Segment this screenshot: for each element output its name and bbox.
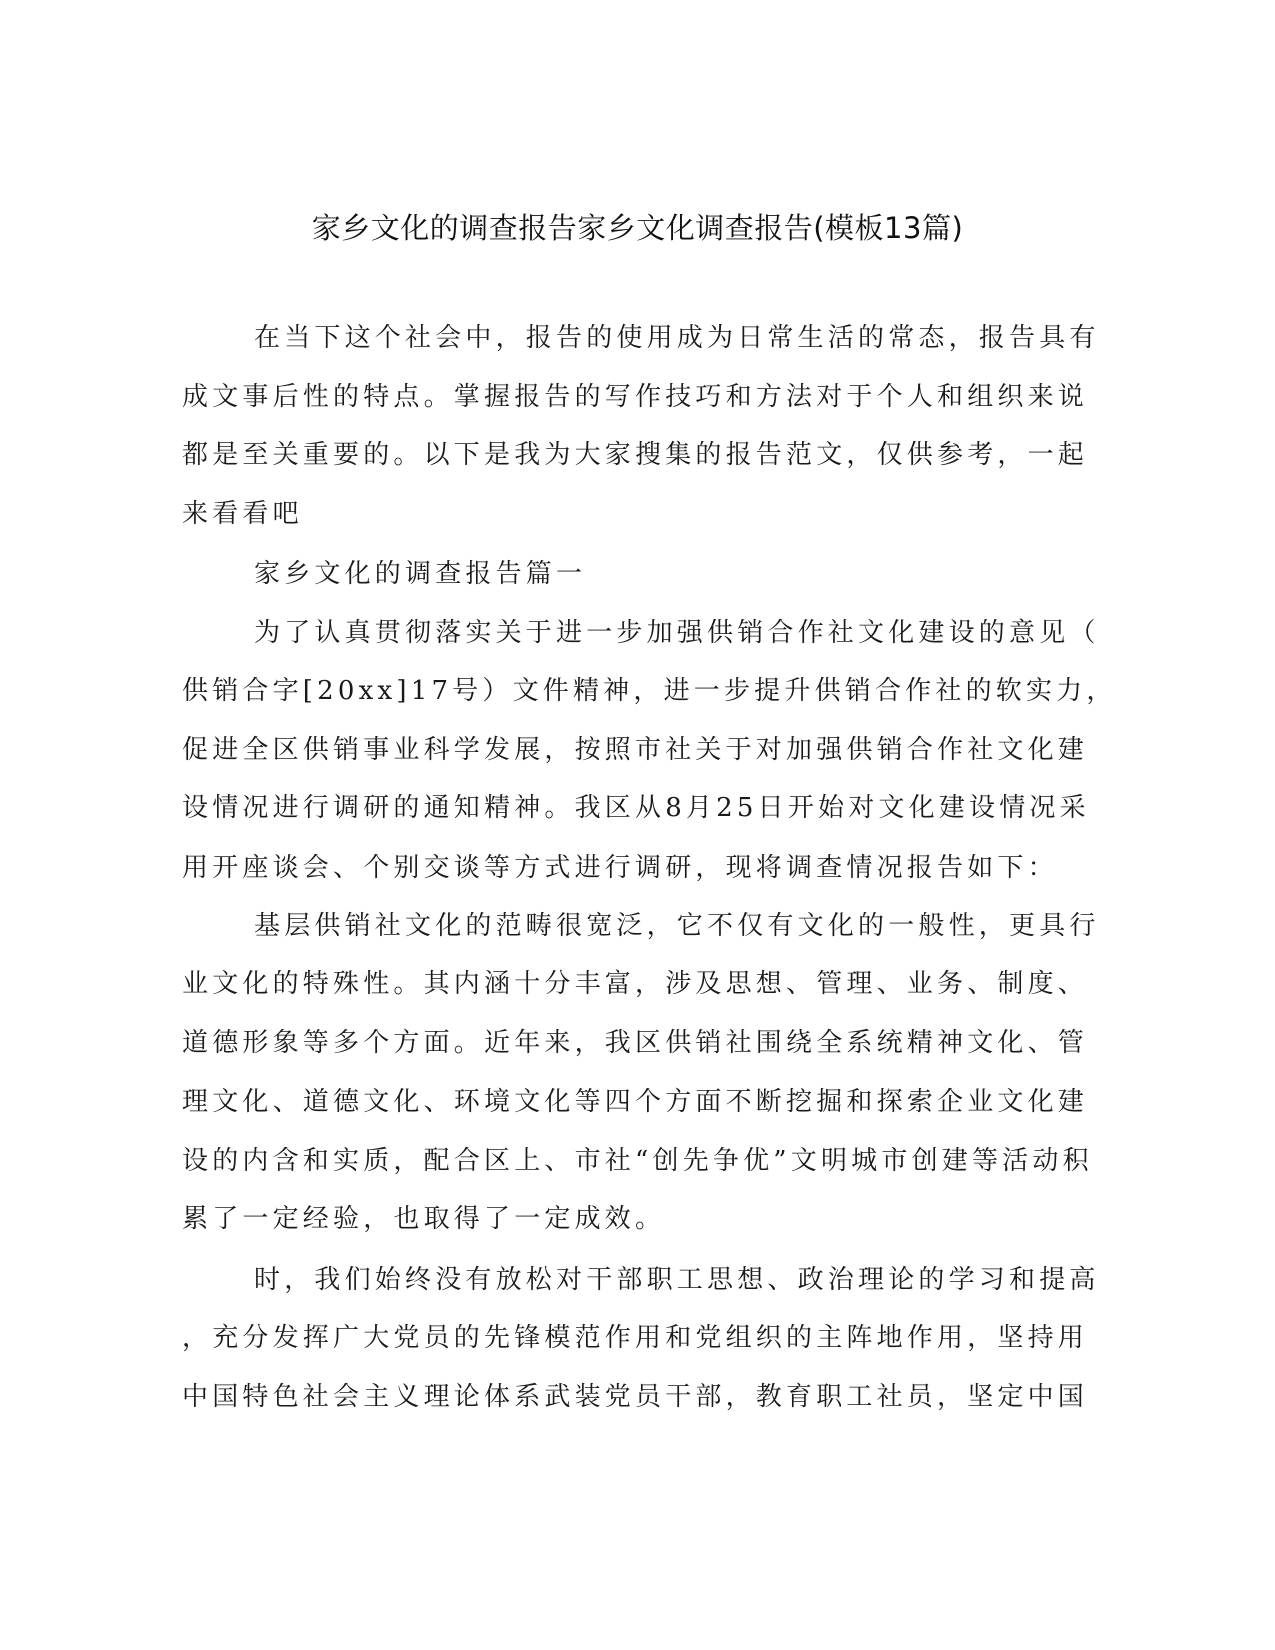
document-title: 家乡文化的调查报告家乡文化调查报告(模板13篇) [311,211,964,245]
paragraph-1-line-1: 为了认真贯彻落实关于进一步加强供销合作社文化建设的意见（ [254,618,1100,648]
paragraph-2-line-1: 基层供销社文化的范畴很宽泛，它不仅有文化的一般性，更具行 [254,911,1100,941]
paragraph-3-line-3: 中国特色社会主义理论体系武装党员干部，教育职工社员，坚定中国 [182,1382,1089,1412]
paragraph-1-line-4: 设情况进行调研的通知精神。我区从8月25日开始对文化建设情况采 [182,793,1090,823]
paragraph-3-line-2: ，充分发挥广大党员的先锋模范作用和党组织的主阵地作用，坚持用 [182,1323,1089,1353]
paragraph-2-line-3: 道德形象等多个方面。近年来，我区供销社围绕全系统精神文化、管 [182,1028,1089,1058]
paragraph-2-line-4: 理文化、道德文化、环境文化等四个方面不断挖掘和探索企业文化建 [182,1087,1089,1117]
paragraph-1-line-3: 促进全区供销事业科学发展，按照市社关于对加强供销合作社文化建 [182,735,1089,765]
paragraph-3-line-1: 时，我们始终没有放松对干部职工思想、政治理论的学习和提高 [254,1265,1100,1295]
paragraph-1-line-2: 供销合字[20xx]17号）文件精神，进一步提升供销合作社的软实力， [182,676,1117,706]
intro-line-1: 在当下这个社会中，报告的使用成为日常生活的常态，报告具有 [254,323,1100,353]
paragraph-2-line-5: 设的内含和实质，配合区上、市社“创先争优”文明城市创建等活动积 [182,1146,1093,1176]
intro-line-2: 成文事后性的特点。掌握报告的写作技巧和方法对于个人和组织来说 [182,382,1089,412]
paragraph-1-line-5: 用开座谈会、个别交谈等方式进行调研，现将调查情况报告如下： [182,853,1058,883]
section-heading: 家乡文化的调查报告篇一 [254,559,587,589]
intro-line-4: 来看看吧 [182,499,303,529]
paragraph-2-line-2: 业文化的特殊性。其内涵十分丰富，涉及思想、管理、业务、制度、 [182,969,1089,999]
intro-line-3: 都是至关重要的。以下是我为大家搜集的报告范文，仅供参考，一起 [182,440,1089,470]
paragraph-2-line-6: 累了一定经验，也取得了一定成效。 [182,1204,666,1234]
